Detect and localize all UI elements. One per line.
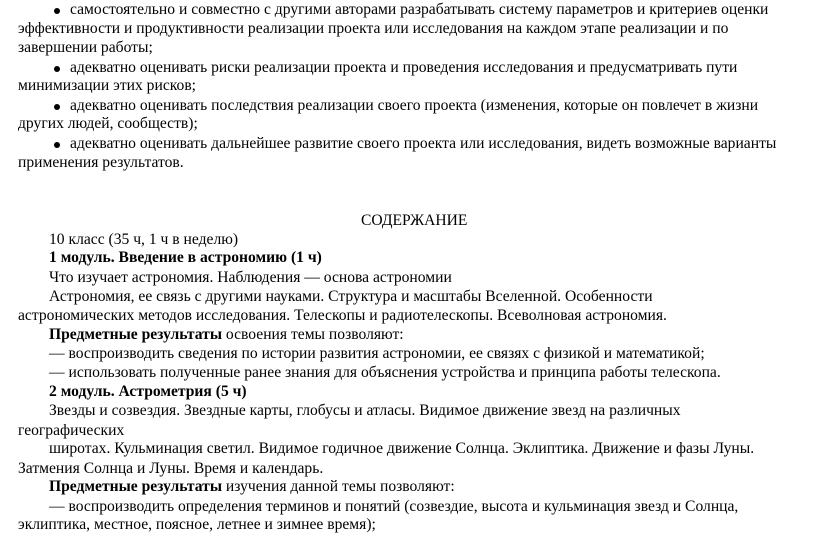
grade-line: 10 класс (35 ч, 1 ч в неделю): [49, 230, 239, 248]
bullet-icon: [54, 142, 60, 148]
module-1-title: 1 модуль. Введение в астрономию (1 ч): [49, 249, 322, 267]
module-1-text-line-1: Астрономия, ее связь с другими науками. Структура и масштабы Вселенной. Особенности: [49, 287, 653, 305]
bullet-icon: [54, 104, 60, 110]
module-2-text-line-3: широтах. Кульминация светил. Видимое годичное движение Солнца. Эклиптика. Движение и фазы Луны.: [49, 440, 755, 458]
bullet-2-line-1: адекватно оценивать риски реализации проекта и проведения исследования и предусматривать пути: [70, 58, 738, 76]
bullet-1-line-3: завершении работы;: [18, 39, 153, 57]
module-2-text-line-2: географических: [18, 421, 125, 439]
module-1-item-1: — воспроизводить сведения по истории развития астрономии, ее связях с физикой и математикой;: [49, 345, 705, 363]
bullet-icon: [54, 66, 60, 72]
module-1-text-line-2: астрономических методов исследования. Телескопы и радиотелескопы. Всеволновая астрономия.: [18, 307, 667, 325]
module-2-title: 2 модуль. Астрометрия (5 ч): [49, 383, 247, 401]
bullet-4-line-1: адекватно оценивать дальнейшее развитие своего проекта или исследования, видеть возможные варианты: [70, 134, 777, 152]
module-1-topics: Что изучает астрономия. Наблюдения — основа астрономии: [49, 268, 452, 286]
module-1-item-2: — использовать полученные ранее знания для объяснения устройства и принципа работы телескопа.: [49, 363, 721, 381]
module-2-item-1-line-1: — воспроизводить определения терминов и понятий (созвездие, высота и кульминация звезд и Солнца,: [49, 497, 739, 515]
bullet-3-line-1: адекватно оценивать последствия реализации своего проекта (изменения, которые он повлечет в жизни: [70, 96, 759, 114]
bullet-2-line-2: минимизации этих рисков;: [18, 77, 197, 95]
module-2-text-line-1: Звезды и созвездия. Звездные карты, глобусы и атласы. Видимое движение звезд на различных: [49, 402, 681, 420]
bullet-3-line-2: других людей, сообществ);: [18, 115, 198, 133]
module-2-results-text: изучения данной темы позволяют:: [225, 478, 455, 496]
bullet-1-line-1: самостоятельно и совместно с другими авторами разрабатывать систему параметров и критериев оценки: [70, 1, 769, 18]
module-2-item-1-line-2: эклиптика, местное, поясное, летнее и зимнее время);: [18, 516, 376, 534]
module-2-text-line-4: Затмения Солнца и Луны. Время и календарь.: [18, 459, 324, 477]
module-2-results: [49, 477, 455, 498]
module-1-results-label: Предметные результаты: [49, 325, 223, 343]
module-2-results-label: Предметные результаты: [49, 478, 223, 496]
module-1-results: [49, 325, 404, 346]
bullet-4-line-2: применения результатов.: [18, 153, 184, 171]
bullet-1-line-2: эффективности и продуктивности реализации проекта или исследования на каждом этапе реализации и по: [18, 19, 729, 37]
bullet-icon: [54, 8, 60, 14]
module-1-results-text: освоения темы позволяют:: [225, 325, 404, 343]
section-title: СОДЕРЖАНИЕ: [361, 212, 468, 230]
